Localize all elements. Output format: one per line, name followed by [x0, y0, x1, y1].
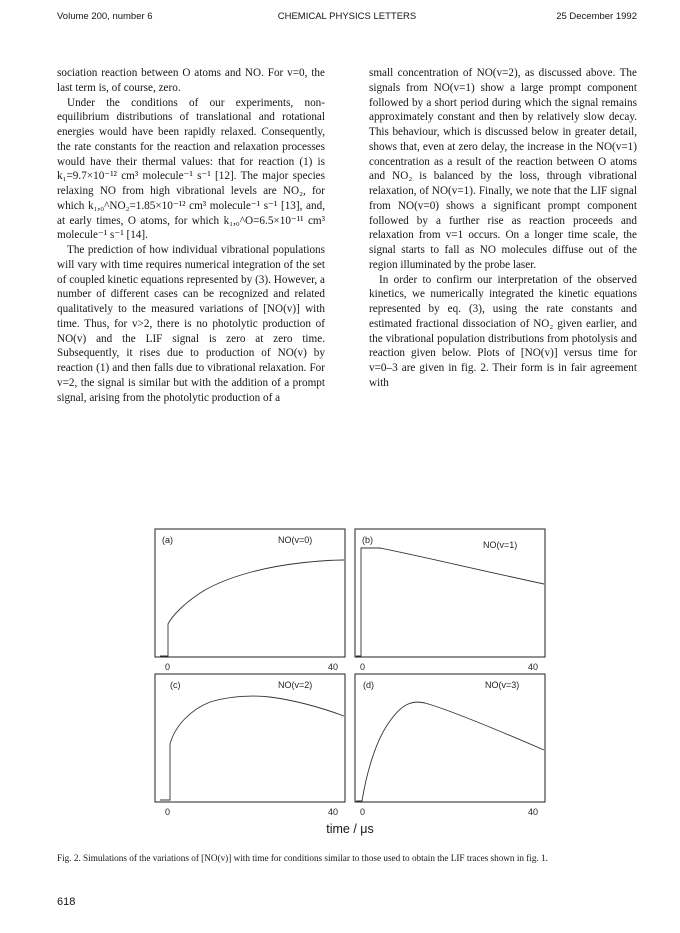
panel-b-title: NO(v=1) [483, 540, 518, 550]
panel-a-xmax-label: 40 [328, 662, 339, 672]
running-header [57, 11, 637, 25]
panel-c-title: NO(v=2) [278, 680, 313, 690]
left-paragraph-3: The prediction of how individual vibrational populations will vary with time requires numerical integration of the set of coupled kinetic equations represented by (3). However, a number of different cases can be recognized and related qualitatively to the measured variations of [NO(v)] with time. Thus, for v>2, there is no photolytic production of NO(v) and the LIF signal is zero at zero time. Subsequently, it rises due to production of NO(v) by reaction (1) and then falls due to vibrational relaxation. For v=2, the signal is similar but with the addition of a prompt signal, arising from the photolytic production of a [57, 244, 325, 404]
figure-x-axis-label: time / μs [326, 822, 374, 836]
panel-b-xmax-label: 40 [528, 662, 539, 672]
panel-b-label: (b) [362, 535, 373, 545]
issue-date: 25 December 1992 [556, 11, 637, 22]
page-number: 618 [57, 896, 76, 908]
panel-c-curve [160, 696, 344, 800]
figure-2-plots [150, 526, 550, 818]
panel-c [155, 674, 345, 817]
panel-a-title: NO(v=0) [278, 535, 313, 545]
panel-d [355, 674, 545, 817]
panel-d-xmax-label: 40 [528, 807, 539, 817]
figure-2 [150, 526, 550, 836]
panel-d-curve [356, 702, 544, 801]
panel-b [355, 529, 545, 672]
right-column [369, 66, 637, 391]
panel-d-title: NO(v=3) [485, 680, 520, 690]
journal-name: CHEMICAL PHYSICS LETTERS [277, 11, 417, 22]
panel-c-label: (c) [170, 680, 181, 690]
panel-c-xmax-label: 40 [328, 807, 339, 817]
panel-c-xmin-label: 0 [165, 807, 171, 817]
right-paragraph-1: small concentration of NO(v=2), as discussed above. The signals from NO(v=1) show a large prompt component followed by a short period during which the signal remains approximately constant and then by relatively slow decay. This behaviour, which is discussed below in greater detail, shows that, even at zero delay, the increase in the NO(v=1) concentration as a result of the reaction between O atoms and NO₂ is balanced by the loss, through vibrational relaxation, of NO(v=1). Finally, we note that the LIF signal from NO(v=0) shows a significant prompt component followed by a further rise as reaction proceeds and relaxation from v=1 occurs. On a longer time scale, the signal starts to fall as NO molecules diffuse out of the region illuminated by the probe laser. [369, 67, 637, 271]
right-paragraph-2: In order to confirm our interpretation of the observed kinetics, we numerically integrated the kinetic equations represented by eq. (3), using the rate constants and estimated fractional dissociation of NO₂ given earlier, and the vibrational population distributions from photolysis and reaction given below. Plots of [NO(v)] versus time for v=0–3 are given in fig. 2. Their form is in fair agreement with [369, 273, 637, 389]
panel-b-curve [356, 548, 544, 656]
left-paragraph-2: Under the conditions of our experiments, non-equilibrium distributions of translational and rotational energies would have been rapidly relaxed. Consequently, the rate constants for the reaction and relaxation processes would have their thermal values: that for reaction (1) is k₁=9.7×10⁻¹² cm³ molecule⁻¹ s⁻¹ [12]. The major species relaxing NO from high vibrational levels are NO₂, for which k₁,₀^NO₂=1.85×10⁻¹² cm³ molecule⁻¹ s⁻¹ [13], and, at early times, O atoms, for which k₁,₀^O=6.5×10⁻¹¹ cm³ molecule⁻¹ s⁻¹ [14]. [57, 96, 325, 242]
panel-c-frame [155, 674, 345, 802]
left-paragraph-1: sociation reaction between O atoms and NO. For v=0, the last term is, of course, zero. [57, 67, 325, 94]
panel-a [155, 529, 345, 672]
panel-a-frame [155, 529, 345, 657]
panel-a-label: (a) [162, 535, 173, 545]
panel-a-xmin-label: 0 [165, 662, 171, 672]
panel-a-curve [160, 560, 344, 656]
panel-d-xmin-label: 0 [360, 807, 366, 817]
left-column [57, 66, 325, 405]
panel-b-xmin-label: 0 [360, 662, 366, 672]
figure-caption: Fig. 2. Simulations of the variations of [NO(v)] with time for conditions similar to those used to obtain the LIF traces shown in fig. 1. [57, 853, 548, 863]
volume-label: Volume 200, number 6 [57, 11, 153, 22]
panel-d-label: (d) [363, 680, 374, 690]
